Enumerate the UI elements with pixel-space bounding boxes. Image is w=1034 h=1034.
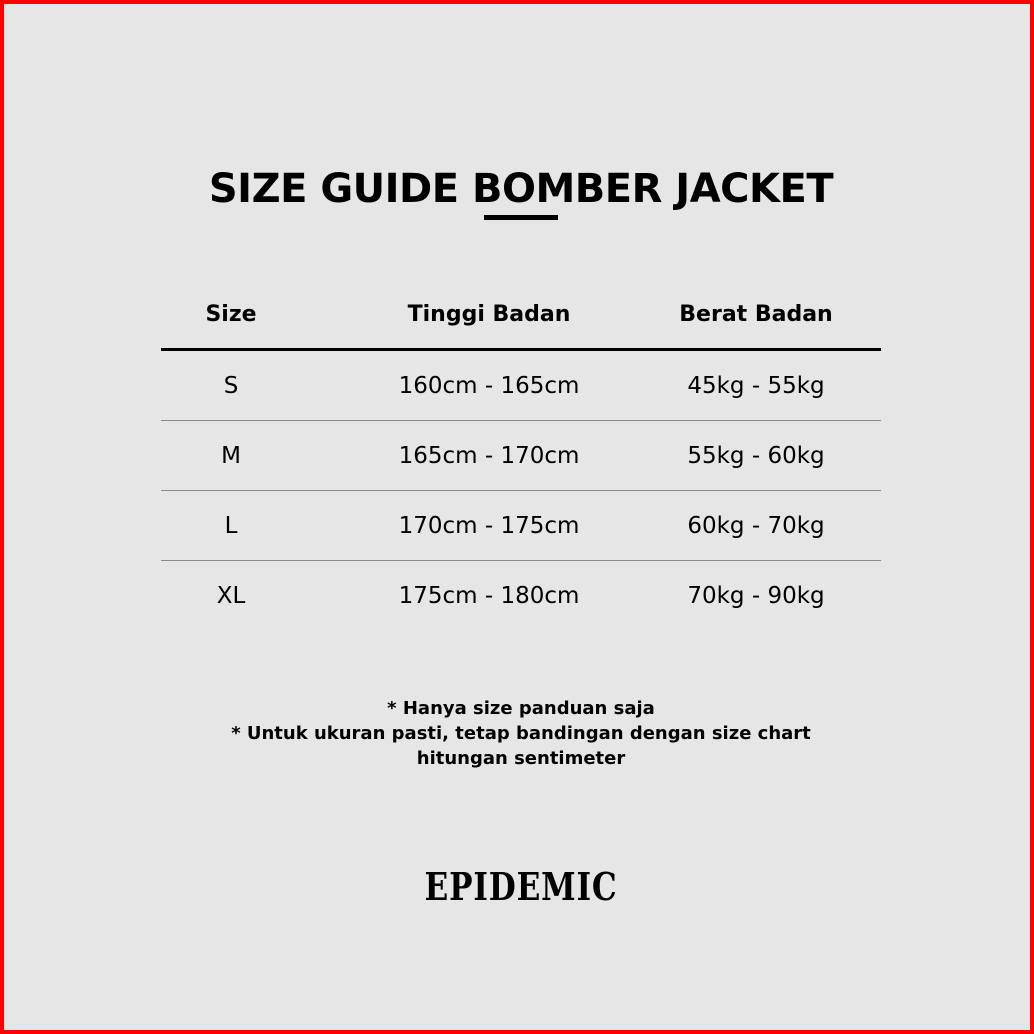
size-table [161, 294, 881, 630]
cell-size: L [224, 513, 238, 539]
cell-size: S [223, 373, 239, 399]
header-berat-badan: Berat Badan [679, 302, 833, 327]
footnote-line: hitungan sentimeter [416, 748, 626, 769]
header-tinggi-badan: Tinggi Badan [407, 302, 571, 327]
cell-tinggi-badan: 160cm - 165cm [398, 373, 580, 399]
table-row [161, 421, 881, 491]
cell-size: M [221, 443, 241, 469]
footnote-line: * Untuk ukuran pasti, tetap bandingan dengan size chart [231, 723, 811, 744]
cell-size: XL [216, 583, 246, 609]
cell-berat-badan: 70kg - 90kg [687, 583, 825, 609]
cell-tinggi-badan: 170cm - 175cm [398, 513, 580, 539]
cell-berat-badan: 55kg - 60kg [687, 443, 825, 469]
footnotes [4, 696, 1034, 771]
page-title: SIZE GUIDE BOMBER JACKET [208, 166, 834, 212]
cell-tinggi-badan: 165cm - 170cm [398, 443, 580, 469]
footnote-line: * Hanya size panduan saja [387, 698, 655, 719]
table-row [161, 561, 881, 630]
table-row [161, 351, 881, 421]
cell-berat-badan: 45kg - 55kg [687, 373, 825, 399]
header-size: Size [205, 302, 257, 327]
cell-berat-badan: 60kg - 70kg [687, 513, 825, 539]
cell-tinggi-badan: 175cm - 180cm [398, 583, 580, 609]
table-row [161, 491, 881, 561]
table-header [161, 294, 881, 351]
title-underline [484, 215, 558, 220]
brand-logo: EPIDEMIC [424, 864, 618, 909]
